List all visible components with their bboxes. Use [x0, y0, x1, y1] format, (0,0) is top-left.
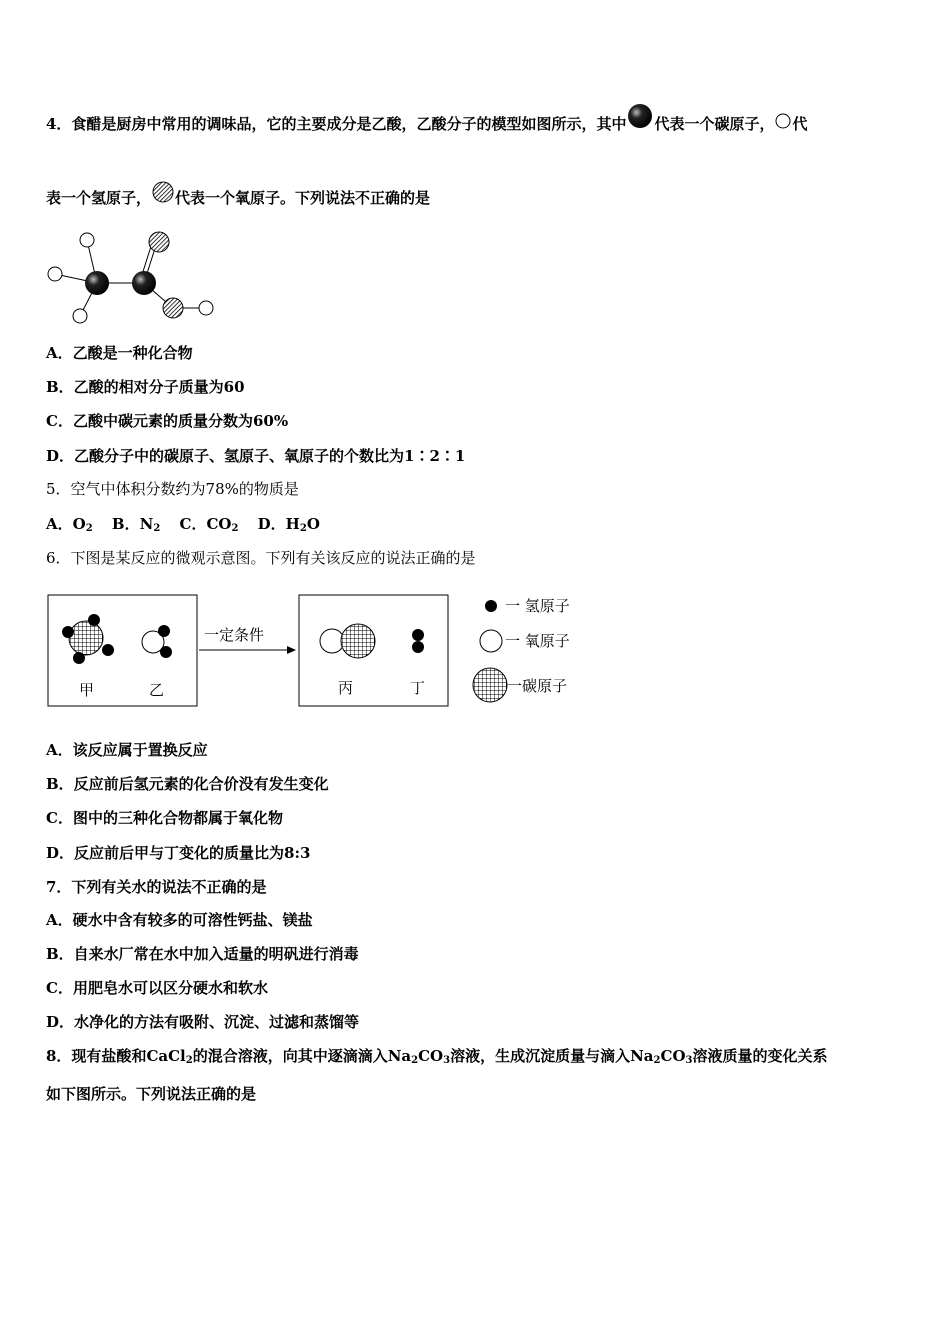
- q4-stem-d: 表一个氢原子，: [46, 189, 152, 207]
- h-atom-bottom: [73, 309, 87, 323]
- q4-option-d: D．乙酸分子中的碳原子、氢原子、氧原子的个数比为1∶2∶1: [46, 447, 466, 465]
- q6-option-b: B．反应前后氢元素的化合价没有发生变化: [46, 775, 329, 793]
- label-ding: 丁: [410, 679, 426, 697]
- q4-stem-e: 代表一个氧原子。下列说法不正确的是: [175, 189, 431, 207]
- legend-h-label: 一 氢原子: [505, 597, 570, 615]
- q4-stem-line2: [46, 188, 430, 209]
- q7-option-c: C．用肥皂水可以区分硬水和软水: [46, 979, 268, 997]
- q7-stem: 7．下列有关水的说法不正确的是: [46, 878, 267, 896]
- q5-option-b: B．$N_2$: [111, 515, 161, 534]
- condition-label: 一定条件: [204, 626, 265, 644]
- q7-option-a: A．硬水中含有较多的可溶性钙盐、镁盐: [46, 911, 313, 929]
- molecule-jia: [69, 621, 103, 655]
- q6-option-c: C．图中的三种化合物都属于氧化物: [46, 809, 283, 827]
- q4-option-c: C．乙酸中碳元素的质量分数为60%: [46, 412, 289, 430]
- label-bing: 丙: [338, 679, 354, 697]
- reactants-box: [48, 595, 197, 706]
- c-atom-1: [85, 271, 109, 295]
- h-atom-left: [48, 267, 62, 281]
- q5-option-c: C．$CO_2$: [179, 515, 239, 534]
- q5-option-a: A．$O_2$: [46, 515, 93, 534]
- legend-h-icon: [485, 600, 497, 612]
- acetic-acid-model: [40, 228, 230, 328]
- molecule-ding: [412, 629, 424, 641]
- q4-stem-c: 代: [792, 115, 808, 133]
- oxygen-atom-icon: [151, 189, 175, 209]
- label-yi: 乙: [149, 681, 165, 699]
- q4-stem-a: 4．食醋是厨房中常用的调味品，它的主要成分是乙酸，乙酸分子的模型如图所示，其中: [46, 115, 627, 133]
- q6-stem: 6．下图是某反应的微观示意图。下列有关该反应的说法正确的是: [46, 549, 476, 567]
- q4-stem-line1: [46, 114, 807, 136]
- q4-option-a: A．乙酸是一种化合物: [46, 344, 193, 362]
- q4-option-b: B．乙酸的相对分子质量为60: [46, 378, 245, 396]
- h-atom-right: [199, 301, 213, 315]
- h-atom-top: [80, 233, 94, 247]
- carbon-atom-icon: [626, 115, 654, 136]
- legend-o-icon: [480, 630, 502, 652]
- legend-c-label: 一碳原子: [507, 677, 568, 695]
- q5-option-d: D．$H_2O$: [257, 515, 320, 534]
- molecule-bing: [320, 629, 344, 653]
- c-atom-2: [132, 271, 156, 295]
- q5-options: [46, 514, 334, 534]
- q6-option-d: D．反应前后甲与丁变化的质量比为8:3: [46, 844, 311, 862]
- legend-o-label: 一 氧原子: [505, 632, 570, 650]
- q6-option-a: A．该反应属于置换反应: [46, 741, 208, 759]
- label-jia: 甲: [79, 681, 95, 699]
- q7-option-d: D．水净化的方法有吸附、沉淀、过滤和蒸馏等: [46, 1013, 360, 1031]
- q4-stem-b: 代表一个碳原子，: [654, 115, 775, 133]
- q8-stem-line2: 如下图所示。下列说法正确的是: [46, 1085, 257, 1103]
- reaction-diagram: [46, 590, 606, 715]
- q5-stem: 5．空气中体积分数约为78%的物质是: [46, 480, 299, 498]
- products-box: [299, 595, 448, 706]
- o-atom-bottom: [163, 298, 183, 318]
- hydrogen-atom-icon: [774, 115, 792, 135]
- o-atom-top: [149, 232, 169, 252]
- q7-option-b: B．自来水厂常在水中加入适量的明矾进行消毒: [46, 945, 359, 963]
- legend-c-icon: [473, 668, 507, 702]
- q8-stem-line1: 8．现有盐酸和CaCl$_2$的混合溶液，向其中逐滴滴入$Na_2CO_3$溶液，生成沉淀质量与滴入$Na_2CO_3$溶液质量的变化关系: [46, 1047, 828, 1066]
